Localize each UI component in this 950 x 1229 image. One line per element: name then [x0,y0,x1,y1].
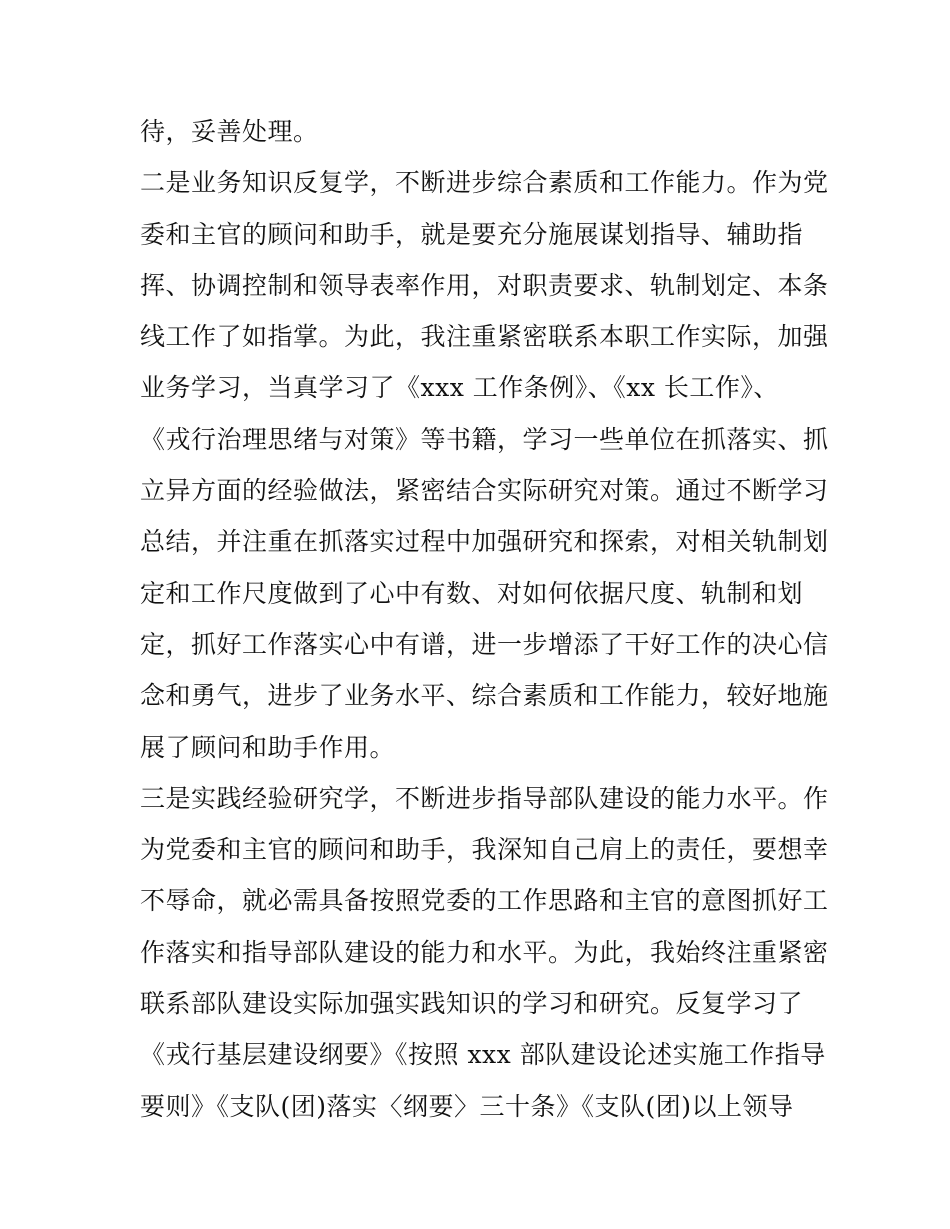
text-line: 业务学习，当真学习了《xxx 工作条例》、《xx 长工作》、 [140,373,779,403]
text-line: 二是业务知识反复学，不断进步综合素质和工作能力。作为党 [140,168,829,198]
text-line: 定，抓好工作落实心中有谱，进一步增添了干好工作的决心信 [140,629,829,659]
text-line: 委和主官的顾问和助手，就是要充分施展谋划指导、辅助指 [140,219,804,249]
text-line: 挥、协调控制和领导表率作用，对职责要求、轨制划定、本条 [140,270,829,300]
text-line: 为党委和主官的顾问和助手，我深知自己肩上的责任，要想幸 [140,835,829,865]
text-line: 作落实和指导部队建设的能力和水平。为此，我始终注重紧密 [140,937,829,967]
text-line: 总结，并注重在抓落实过程中加强研究和探索，对相关轨制划 [140,527,829,557]
text-line: 待，妥善处理。 [140,117,319,146]
text-line: 线工作了如指掌。为此，我注重紧密联系本职工作实际，加强 [140,322,829,352]
text-line: 念和勇气，进步了业务水平、综合素质和工作能力，较好地施 [140,681,829,711]
text-line: 立异方面的经验做法，紧密结合实际研究对策。通过不断学习 [140,476,829,506]
text-line: 联系部队建设实际加强实践知识的学习和研究。反复学习了 [140,989,804,1019]
text-line: 展了顾问和助手作用。 [140,732,396,762]
text-line: 三是实践经验研究学，不断进步指导部队建设的能力水平。作 [140,783,829,813]
body-text [140,106,829,1132]
text-line: 《戎行基层建设纲要》《按照 xxx 部队建设论述实施工作指导 [140,1040,826,1070]
text-line: 不辱命，就必需具备按照党委的工作思路和主官的意图抓好工 [140,886,829,916]
text-line: 定和工作尺度做到了心中有数、对如何依据尺度、轨制和划 [140,578,804,608]
text-line: 要则》《支队(团)落实〈纲要〉三十条》《支队(团)以上领导 [140,1091,794,1121]
text-line: 《戎行治理思绪与对策》等书籍，学习一些单位在抓落实、抓 [140,424,829,454]
